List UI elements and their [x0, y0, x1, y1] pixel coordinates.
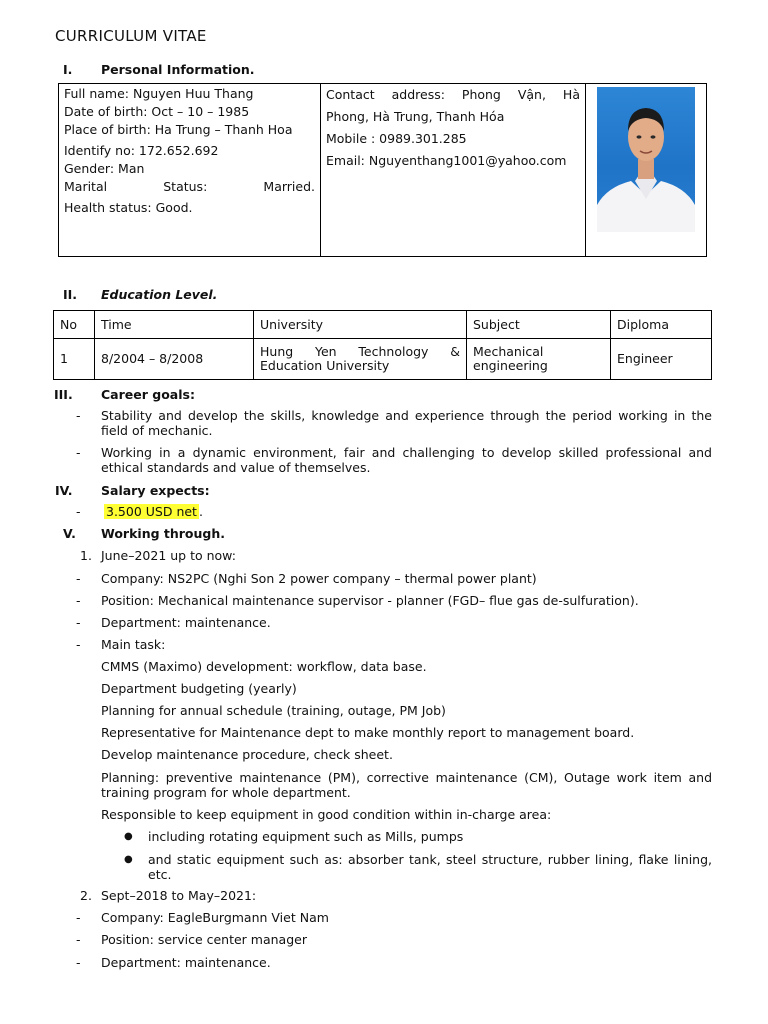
career-goal-item: Working in a dynamic environment, fair and challenging to develop skilled professional and ethical standards and value of themselves. [101, 445, 712, 475]
job-company: Company: NS2PC (Nghi Son 2 power company – thermal power plant) [101, 571, 537, 586]
bullet-dot: ● [124, 831, 133, 842]
education-table [53, 310, 712, 380]
mobile: Mobile : 0989.301.285 [326, 131, 467, 146]
marital-status [64, 178, 315, 196]
contact-details-cell [321, 84, 586, 257]
section-label: Salary expects: [101, 483, 210, 498]
salary-suffix: . [198, 504, 203, 519]
job-period: Sept–2018 to May–2021: [101, 888, 257, 903]
task-item: Develop maintenance procedure, check sheet. [101, 747, 393, 762]
table-cell: Mechanical engineering [467, 339, 611, 380]
job-company: Company: EagleBurgmann Viet Nam [101, 910, 329, 925]
profile-photo [597, 87, 695, 232]
sub-point: and static equipment such as: absorber tank, steel structure, rubber lining, flake lining, etc. [148, 852, 712, 882]
task-item: Department budgeting (yearly) [101, 681, 297, 696]
sub-point: including rotating equipment such as Mills, pumps [148, 829, 464, 844]
address-part: Phong [461, 87, 501, 102]
section-label: Working through. [101, 526, 226, 541]
section-label: Education Level. [101, 287, 218, 302]
job-number: 2. [80, 888, 92, 903]
portrait-illustration [597, 87, 695, 232]
job-department: Department: maintenance. [101, 955, 271, 970]
bullet-dash: - [76, 955, 81, 970]
column-header: Diploma [611, 311, 712, 339]
main-task-label: Main task: [101, 637, 166, 652]
address-word: address: [391, 87, 445, 102]
identify-no: Identify no: 172.652.692 [64, 143, 219, 158]
bullet-dash: - [76, 504, 81, 519]
salary-line [104, 504, 203, 519]
gender: Gender: Man [64, 161, 145, 176]
place-of-birth: Place of birth: Ha Trung – Thanh Hoa [64, 122, 293, 137]
salary-value: 3.500 USD net [106, 504, 197, 519]
bullet-dash: - [76, 593, 81, 608]
photo-cell [586, 84, 707, 257]
bullet-dash: - [76, 932, 81, 947]
column-header: Subject [467, 311, 611, 339]
contact-address-line2: Phong, Hà Trung, Thanh Hóa [326, 109, 505, 124]
task-item: Responsible to keep equipment in good condition within in-charge area: [101, 807, 552, 822]
job-number: 1. [80, 548, 92, 563]
job-position: Position: service center manager [101, 932, 307, 947]
table-cell: Hung Yen Technology & Education University [254, 339, 467, 380]
section-number: II. [63, 287, 78, 302]
job-period: June–2021 up to now: [101, 548, 236, 563]
section-label: Career goals: [101, 387, 195, 402]
address-part: Vận, [517, 87, 546, 102]
column-header: No [54, 311, 95, 339]
marital-word: Marital [64, 179, 108, 194]
column-header: University [254, 311, 467, 339]
table-cell: 8/2004 – 8/2008 [95, 339, 254, 380]
document-title: CURRICULUM VITAE [55, 27, 207, 45]
task-item: Planning: preventive maintenance (PM), corrective maintenance (CM), Outage work item and training program for whole department. [101, 770, 712, 800]
marital-value: Married. [263, 179, 315, 194]
career-goal-item: Stability and develop the skills, knowledge and experience through the period working in the field of mechanic. [101, 408, 712, 438]
bullet-dot: ● [124, 854, 133, 865]
status-word: Status: [163, 179, 208, 194]
bullet-dash: - [76, 408, 81, 423]
table-header-row [54, 311, 712, 339]
task-item: Planning for annual schedule (training, outage, PM Job) [101, 703, 446, 718]
contact-address-line1 [326, 84, 580, 106]
personal-info-table [58, 83, 707, 257]
table-cell: 1 [54, 339, 95, 380]
task-item: Representative for Maintenance dept to make monthly report to management board. [101, 725, 635, 740]
address-part: Hà [562, 87, 580, 102]
contact-word: Contact [326, 87, 375, 102]
full-name: Full name: Nguyen Huu Thang [64, 86, 254, 101]
section-number: III. [54, 387, 73, 402]
task-item: CMMS (Maximo) development: workflow, data base. [101, 659, 427, 674]
job-position: Position: Mechanical maintenance supervisor - planner (FGD– flue gas de-sulfuration). [101, 593, 639, 608]
table-cell: Engineer [611, 339, 712, 380]
job-department: Department: maintenance. [101, 615, 271, 630]
date-of-birth: Date of birth: Oct – 10 – 1985 [64, 104, 250, 119]
personal-details-cell [59, 84, 321, 257]
column-header: Time [95, 311, 254, 339]
section-number: V. [63, 526, 76, 541]
bullet-dash: - [76, 615, 81, 630]
table-row [54, 339, 712, 380]
section-number: IV. [55, 483, 73, 498]
health-status: Health status: Good. [64, 200, 193, 215]
bullet-dash: - [76, 910, 81, 925]
bullet-dash: - [76, 571, 81, 586]
section-label: Personal Information. [101, 62, 255, 77]
section-number: I. [63, 62, 73, 77]
bullet-dash: - [76, 637, 81, 652]
bullet-dash: - [76, 445, 81, 460]
email: Email: Nguyenthang1001@yahoo.com [326, 153, 567, 168]
